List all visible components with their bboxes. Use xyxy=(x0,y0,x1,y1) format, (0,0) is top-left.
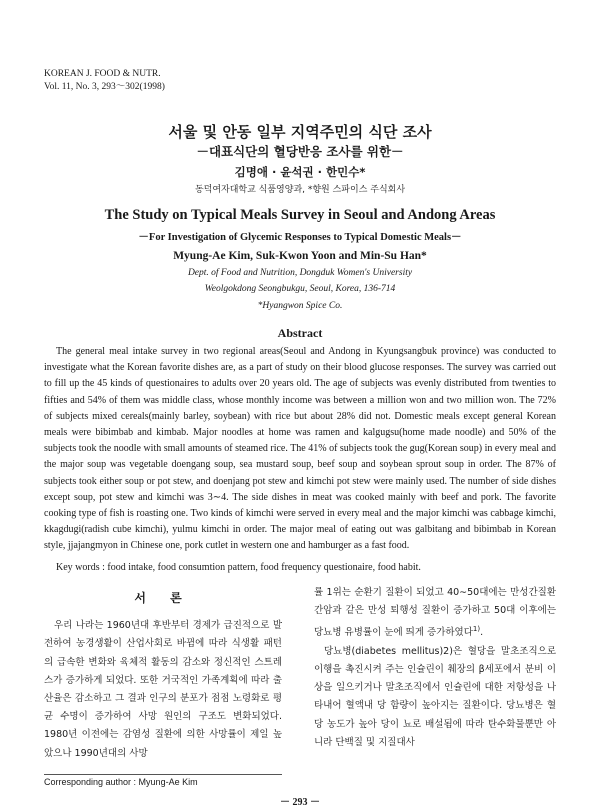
english-affiliation-department: Dept. of Food and Nutrition, Dongduk Women's University xyxy=(187,268,413,278)
diabetes-paragraph: 당뇨병(diabetes mellitus)2)은 혈당을 말초조직으로 이행을 촉진시켜 주는 인슐린이 췌장의 β세포에서 분비 이상을 일으키거나 말초조직에서 인슐린에 대한 저항성을 나타내어 혈액내 당 함량이 높아지는 질환이다. 당뇨병은 혈당 농도가 높아 당이 뇨로 배설됨에 따라 탄수화물뿐만 아니라 단백질 및 지질대사 xyxy=(314,645,556,748)
intro-paragraph: 우리 나라는 1960년대 후반부터 경제가 급진적으로 발전하여 농경생활이 산업사회로 바뀜에 따라 식생활 패턴의 급속한 변화와 육체적 활동의 감소와 정신적인 스트레스가 증가하게 되었다. 또한 거국적인 가족계획에 따라 출산율은 감소하고 그 결과 인구의 분포가 점점 노령화로 평균 수명이 증가하여 사망 원인의 구조도 변화되었다. 1980년 이전에는 감염성 질환에 의한 사망률이 제일 높았으나 1990년대의 사망 xyxy=(44,620,282,759)
intro-heading: 서 론 xyxy=(134,591,192,605)
english-affiliation-company: *Hyangwon Spice Co. xyxy=(257,301,343,311)
intro-paragraph-continued: 률 1위는 순환기 질환이 되었고 40∼50대에는 만성간질환 간암과 같은 만성 퇴행성 질환이 증가하고 50대 이후에는 당뇨병 유병률이 눈에 띄게 증가하였다$^{1)}$. xyxy=(314,587,556,639)
footnote-divider xyxy=(44,774,282,775)
korean-subtitle: －대표식단의 혈당반응 조사를 위한－ xyxy=(196,144,404,159)
english-authors: Myung-Ae Kim, Suk-Kwon Yoon and Min-Su Han* xyxy=(173,250,427,262)
corresponding-author-footnote: Corresponding author : Myung-Ae Kim xyxy=(44,777,198,787)
intro-left-column xyxy=(44,589,282,763)
abstract-heading: Abstract xyxy=(277,326,323,340)
english-affiliation-address: Weolgokdong Seongbukgu, Seoul, Korea, 136-714 xyxy=(204,284,396,294)
abstract-paragraph: The general meal intake survey in two regional areas(Seoul and Andong in Kyungsangbuk province) was conducted to investigate what the Korean favorite dishes are, as a part of study on their blood glucose responses. The survey was carried out to fill up the 45 kinds of questionaires to adults over 20 years old. The age of subjects was evenly distributed from twenties to fifties and 54% of them was middle class, whose monthly income was between a million won and two million won. The 72% of subjects mixed cereals(mainly barley, soybean) with rice but about 28% did not. Domestic meals except general Korean meals were bibimbab and kimbab. Major noodles at home was ramen and kalgugsu(home made noodle) and 50% of the subjects took the noodle with small amounts of steamed rice. The 41% of subjects took the gug(Korean soup) in every meal and the major soup was vegetable doengang soup, sea mustard soup, beef soup and soybean sprout soup in order. The 87% of subjects took either soup or pot stew, and doenjang pot stew and kimchi pot stew were mainly used. The number of side dishes except soup, pot stew and kimchi was 3∼4. The side dishes in meat was cooked mainly with beef and pork. The favorite cooking type of fish is roasting one. Two kinds of kimchi were served in every meal and the major kimchi was cabbage kimchi, kkagdugi(radish cube kimchi), yulmu kimchi in order. The major meal of eating out was galbitang and bibimbab in Korean style, jjajangmyon in Chinese one, pork cutlet in western one and hamburger as a fast food. xyxy=(44,346,556,552)
intro-paragraph-text: 률 1위는 순환기 질환이 되었고 40∼50대에는 만성간질환 간암과 같은 만성 퇴행성 질환이 증가하고 50대 이후에는 당뇨병 유병률이 눈에 띄게 증가하였다 xyxy=(314,587,556,639)
english-subtitle: －For Investigation of Glycemic Responses to Typical Domestic Meals－ xyxy=(138,232,462,243)
korean-title: 서울 및 안동 일부 지역주민의 식단 조사 xyxy=(168,123,432,141)
korean-authors: 김명애 · 윤석권 · 한민수* xyxy=(234,165,366,179)
english-title: The Study on Typical Meals Survey in Seoul and Andong Areas xyxy=(104,207,496,223)
journal-name: KOREAN J. FOOD & NUTR. xyxy=(44,69,161,79)
reference-marker: 1) xyxy=(472,625,481,634)
abstract-body xyxy=(44,344,556,555)
keywords: Key words : food intake, food consumtion pattern, food frequency questionaire, food habit. xyxy=(56,562,421,573)
journal-volume: Vol. 11, No. 3, 293～302(1998) xyxy=(44,82,165,92)
journal-header xyxy=(44,68,165,94)
korean-affiliation: 동덕여자대학교 식품영양과, *향원 스파이스 주식회사 xyxy=(194,185,406,195)
intro-right-column xyxy=(314,584,556,752)
page-number: － 293 － xyxy=(280,797,320,808)
